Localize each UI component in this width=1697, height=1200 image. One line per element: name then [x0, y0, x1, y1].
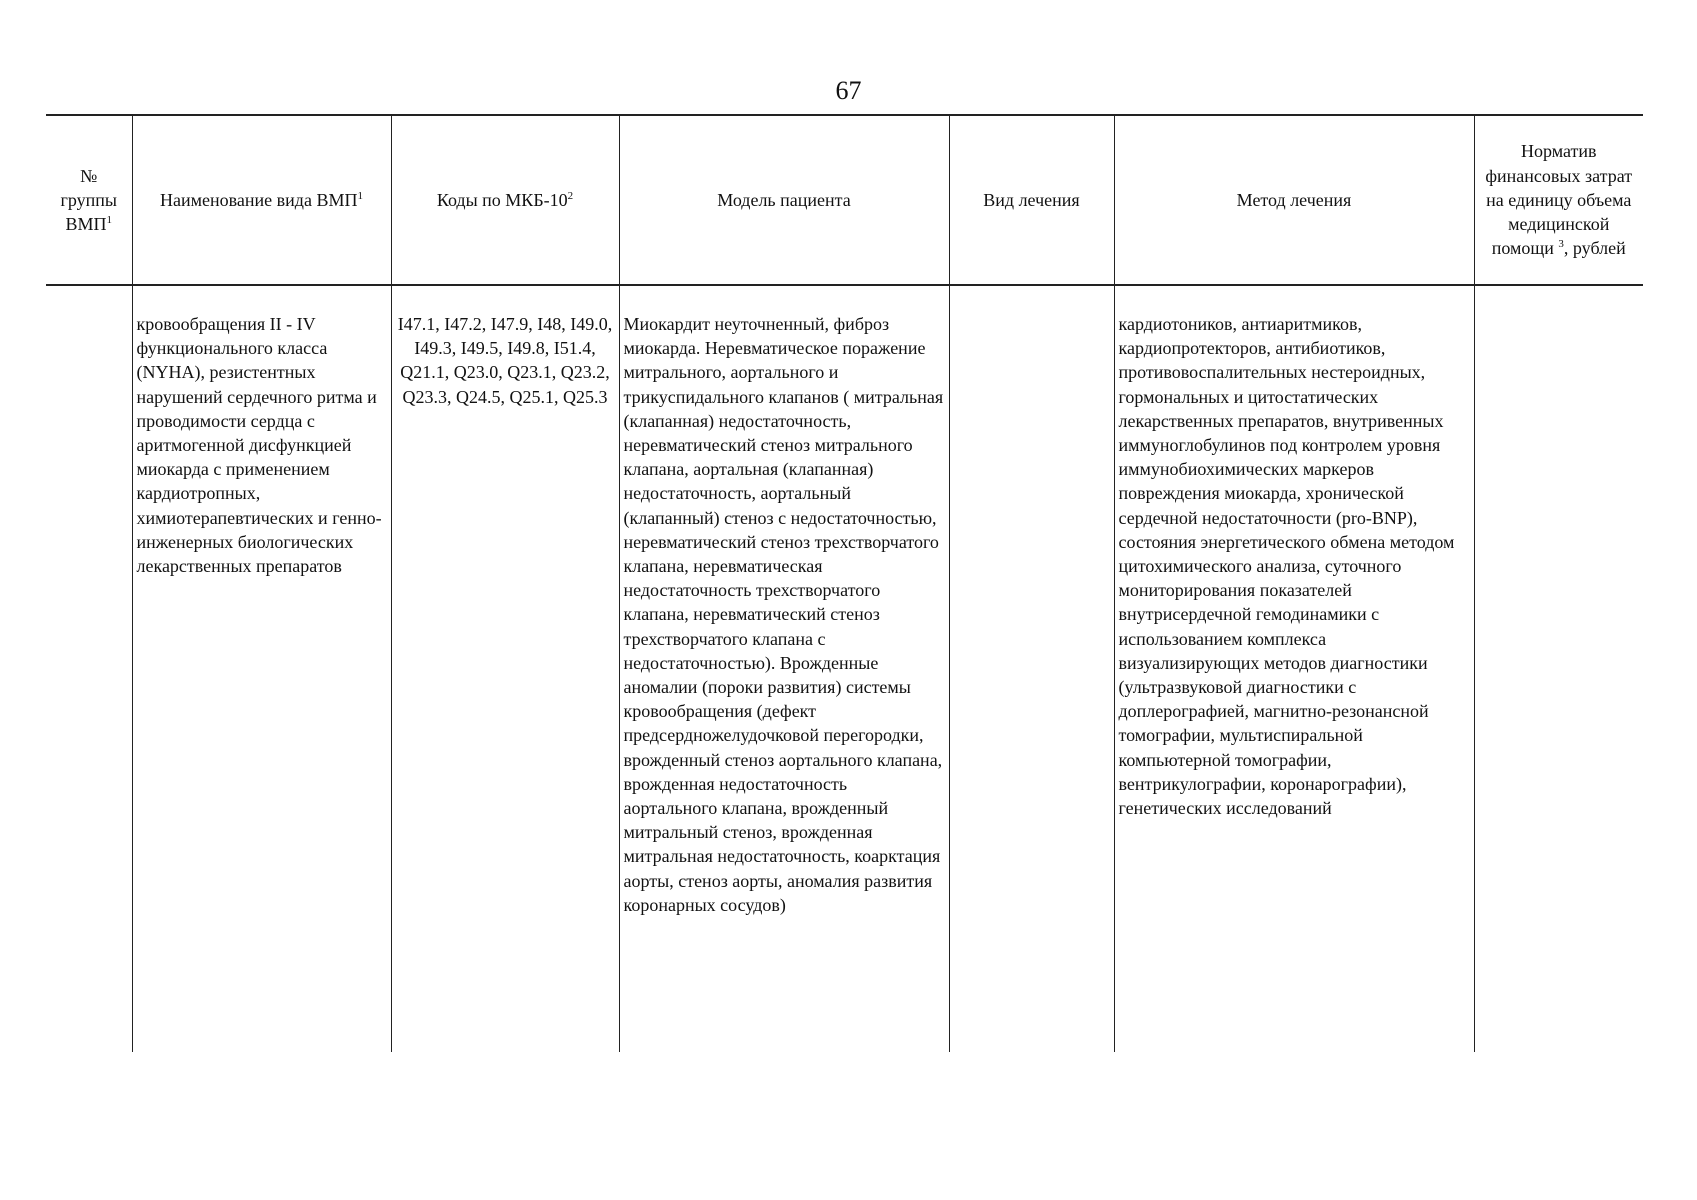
vmp-table: [46, 114, 1643, 1052]
cell-treatment-method: кардиотоников, антиаритмиков, кардиопротекторов, антибиотиков, противовоспалительных нестероидных, гормональных и цитостатических лекарственных препаратов, внутривенных иммуноглобулинов под контролем уровня иммунобиохимических маркеров повреждения миокарда, хронической сердечной недостаточности (pro-BNP), состояния энергетического обмена методом цитохимического анализа, суточного мониторирования показателей внутрисердечной гемодинамики с использованием комплекса визуализирующих методов диагностики (ультразвуковой диагностики с доплерографией, магнитно-резонансной томографии, мультиспиральной компьютерной томографии, вентрикулографии, коронарографии), генетических исследований: [1114, 285, 1474, 1052]
table-row: [46, 285, 1643, 1052]
header-treatment-method: Метод лечения: [1114, 115, 1474, 285]
table-header: [46, 115, 1643, 285]
header-row: [46, 115, 1643, 285]
page-number: 67: [835, 76, 862, 105]
header-cost-norm: Норматив финансовых затрат на единицу объема медицинской помощи $^3$, рублей: [1474, 115, 1643, 285]
cell-treatment-type: [949, 285, 1114, 1052]
header-group-number: № группы ВМП$^1$: [46, 115, 132, 285]
cell-vmp-name: кровообращения II - IV функционального класса (NYHA), резистентных нарушений сердечного ритма и проводимости сердца с аритмогенной дисфункцией миокарда с применением кардиотропных, химиотерапевтических и генно-инженерных биологических лекарственных препаратов: [132, 285, 391, 1052]
table-body: [46, 285, 1643, 1052]
cell-group-number: [46, 285, 132, 1052]
cell-icd-codes: I47.1, I47.2, I47.9, I48, I49.0, I49.3, I49.5, I49.8, I51.4, Q21.1, Q23.0, Q23.1, Q23.2, Q23.3, Q24.5, Q25.1, Q25.3: [391, 285, 619, 1052]
header-treatment-type: Вид лечения: [949, 115, 1114, 285]
header-patient-model: Модель пациента: [619, 115, 949, 285]
cell-patient-model: Миокардит неуточненный, фиброз миокарда. Неревматическое поражение митрального, аортального и трикуспидального клапанов ( митральная (клапанная) недостаточность, неревматический стеноз митрального клапана, аортальная (клапанная) недостаточность, аортальный (клапанный) стеноз с недостаточностью, неревматический стеноз трехстворчатого клапана, неревматическая недостаточность трехстворчатого клапана, неревматический стеноз трехстворчатого клапана с недостаточностью). Врожденные аномалии (пороки развития) системы кровообращения (дефект предсердножелудочковой перегородки, врожденный стеноз аортального клапана, врожденная недостаточность аортального клапана, врожденный митральный стеноз, врожденная митральная недостаточность, коарктация аорты, стеноз аорты, аномалия развития коронарных сосудов): [619, 285, 949, 1052]
header-vmp-name: Наименование вида ВМП$^1$: [132, 115, 391, 285]
header-icd-codes: Коды по МКБ-$10^2$: [391, 115, 619, 285]
cell-cost-norm: [1474, 285, 1643, 1052]
